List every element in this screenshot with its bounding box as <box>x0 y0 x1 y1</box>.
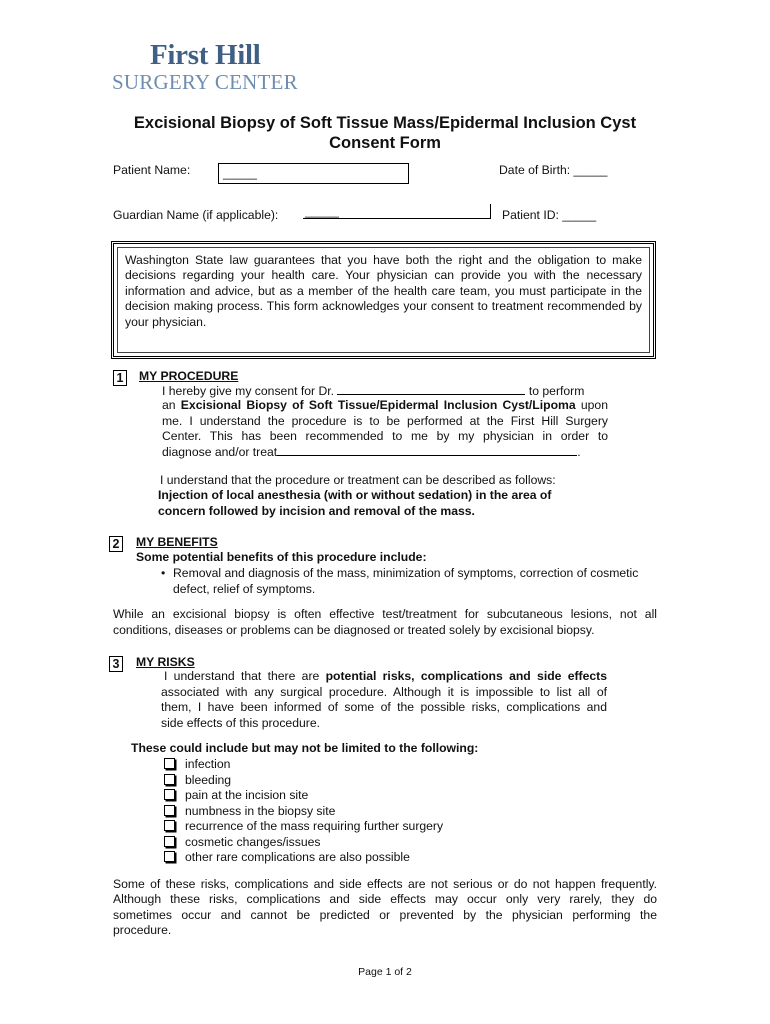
description-bold-2: concern followed by incision and removal of the mass. <box>158 503 475 518</box>
guardian-field-edge <box>490 204 491 219</box>
diagnose-period: . <box>577 445 581 459</box>
risks-intro-line-3: them, I have been informed of some of the possible risks, complications and <box>161 700 607 714</box>
consent-an: an <box>162 398 176 412</box>
checkbox-icon[interactable] <box>164 836 175 847</box>
patient-id-label <box>502 208 596 224</box>
closing-line-1: Some of these risks, complications and side effects are not serious or do not happen frequently. <box>113 877 657 891</box>
benefit-line-1: Removal and diagnosis of the mass, minimization of symptoms, correction of cosmetic <box>173 566 639 580</box>
consent-pre: I hereby give my consent for Dr. <box>162 384 335 398</box>
risks-intro-pre: I understand that there are <box>164 669 320 683</box>
risks-intro-line-1 <box>164 669 607 685</box>
section-2-heading: MY BENEFITS <box>136 535 218 549</box>
logo-first-hill: First Hill <box>150 39 261 71</box>
patient-name-label: Patient Name: <box>113 163 191 177</box>
patient-id-label-text: Patient ID: <box>502 208 559 222</box>
dob-value[interactable]: _____ <box>573 163 608 177</box>
checkbox-icon[interactable] <box>164 805 175 816</box>
patient-id-value[interactable]: _____ <box>562 208 597 222</box>
list-item <box>164 773 584 789</box>
consent-upon: upon <box>580 398 608 412</box>
patient-name-field[interactable] <box>218 163 409 184</box>
benefits-subheading: Some potential benefits of this procedure include: <box>136 550 427 564</box>
list-item <box>164 788 584 804</box>
list-item <box>164 850 584 866</box>
checkbox-icon[interactable] <box>164 820 175 831</box>
guardian-value: _____ <box>305 204 339 218</box>
title-line-1: Excisional Biopsy of Soft Tissue Mass/Epidermal Inclusion Cyst <box>133 114 637 132</box>
patient-name-value: _____ <box>223 166 257 180</box>
benefit-line-2: defect, relief of symptoms. <box>173 581 316 596</box>
checkbox-icon[interactable] <box>164 851 175 862</box>
bullet-icon: • <box>161 566 166 580</box>
risk-text: other rare complications are also possible <box>185 850 410 864</box>
physician-name-field[interactable] <box>337 383 525 395</box>
consent-line-5 <box>162 444 608 461</box>
treat-condition-field[interactable] <box>277 444 577 456</box>
risk-text: bleeding <box>185 772 232 787</box>
section-1-number: 1 <box>113 370 127 386</box>
consent-line-2 <box>162 398 608 414</box>
list-item <box>164 804 584 820</box>
while-line-1: While an excisional biopsy is often effective test/treatment for subcutaneous lesions, not all <box>113 607 657 621</box>
dob-label <box>499 163 607 179</box>
closing-line-3: sometimes occur and cannot be predicted or prevented by the physician performing the <box>113 907 657 922</box>
section-3-heading: MY RISKS <box>136 655 195 669</box>
page-number: Page 1 of 2 <box>358 966 412 978</box>
closing-line-4: procedure. <box>113 923 172 937</box>
risks-intro-bold: potential risks, complications and side effects <box>325 669 608 683</box>
consent-line-3: me. I understand the procedure is to be performed at the First Hill Surgery <box>162 413 608 428</box>
notice-text: Washington State law guarantees that you have both the right and the obligation to make decisions regarding your health care. Your physician can provide you with the necessary information and advice, but as a member of the health care team, you must participate in the decision making process. This form acknowledges your consent to treatment recommended by your physician. <box>125 253 642 329</box>
list-item <box>164 835 584 851</box>
consent-post: to perform <box>528 384 585 398</box>
risk-text: cosmetic changes/issues <box>185 834 321 849</box>
risks-intro-line-4: side effects of this procedure. <box>161 715 320 730</box>
risks-list-heading: These could include but may not be limited to the following: <box>131 741 479 755</box>
description-bold-1: Injection of local anesthesia (with or without sedation) in the area of <box>158 488 552 502</box>
list-item <box>164 757 584 773</box>
section-1-heading: MY PROCEDURE <box>139 369 239 383</box>
list-item <box>164 819 584 835</box>
dob-label-text: Date of Birth: <box>499 163 571 177</box>
checkbox-icon[interactable] <box>164 758 175 769</box>
risks-intro-line-2: associated with any surgical procedure. Although it is impossible to list all of <box>161 685 607 699</box>
diagnose-text: diagnose and/or treat <box>162 445 278 459</box>
while-line-2: conditions, diseases or problems can be diagnosed or treated solely by excisional biopsy. <box>113 623 595 637</box>
risk-text: numbness in the biopsy site <box>185 803 336 818</box>
section-2-number: 2 <box>109 536 123 552</box>
procedure-name: Excisional Biopsy of Soft Tissue/Epidermal Inclusion Cyst/Lipoma <box>180 398 576 412</box>
risks-list <box>164 757 584 866</box>
page-title <box>100 113 670 153</box>
risk-text: infection <box>185 757 231 771</box>
guardian-field[interactable] <box>303 204 491 219</box>
closing-line-2: Although these risks, complications and side effects may occur only very rarely, they do <box>113 892 657 906</box>
guardian-label: Guardian Name (if applicable): <box>113 208 279 222</box>
section-3-number: 3 <box>109 656 123 672</box>
checkbox-icon[interactable] <box>164 774 175 785</box>
title-line-2: Consent Form <box>329 134 441 152</box>
consent-line-4: Center. This has been recommended to me by my physician in order to <box>162 429 608 443</box>
checkbox-icon[interactable] <box>164 789 175 800</box>
risk-text: recurrence of the mass requiring further surgery <box>185 819 444 833</box>
describe-text: I understand that the procedure or treatment can be described as follows: <box>160 473 556 487</box>
logo-surgery-center: SURGERY CENTER <box>112 70 298 94</box>
risk-text: pain at the incision site <box>185 788 309 802</box>
